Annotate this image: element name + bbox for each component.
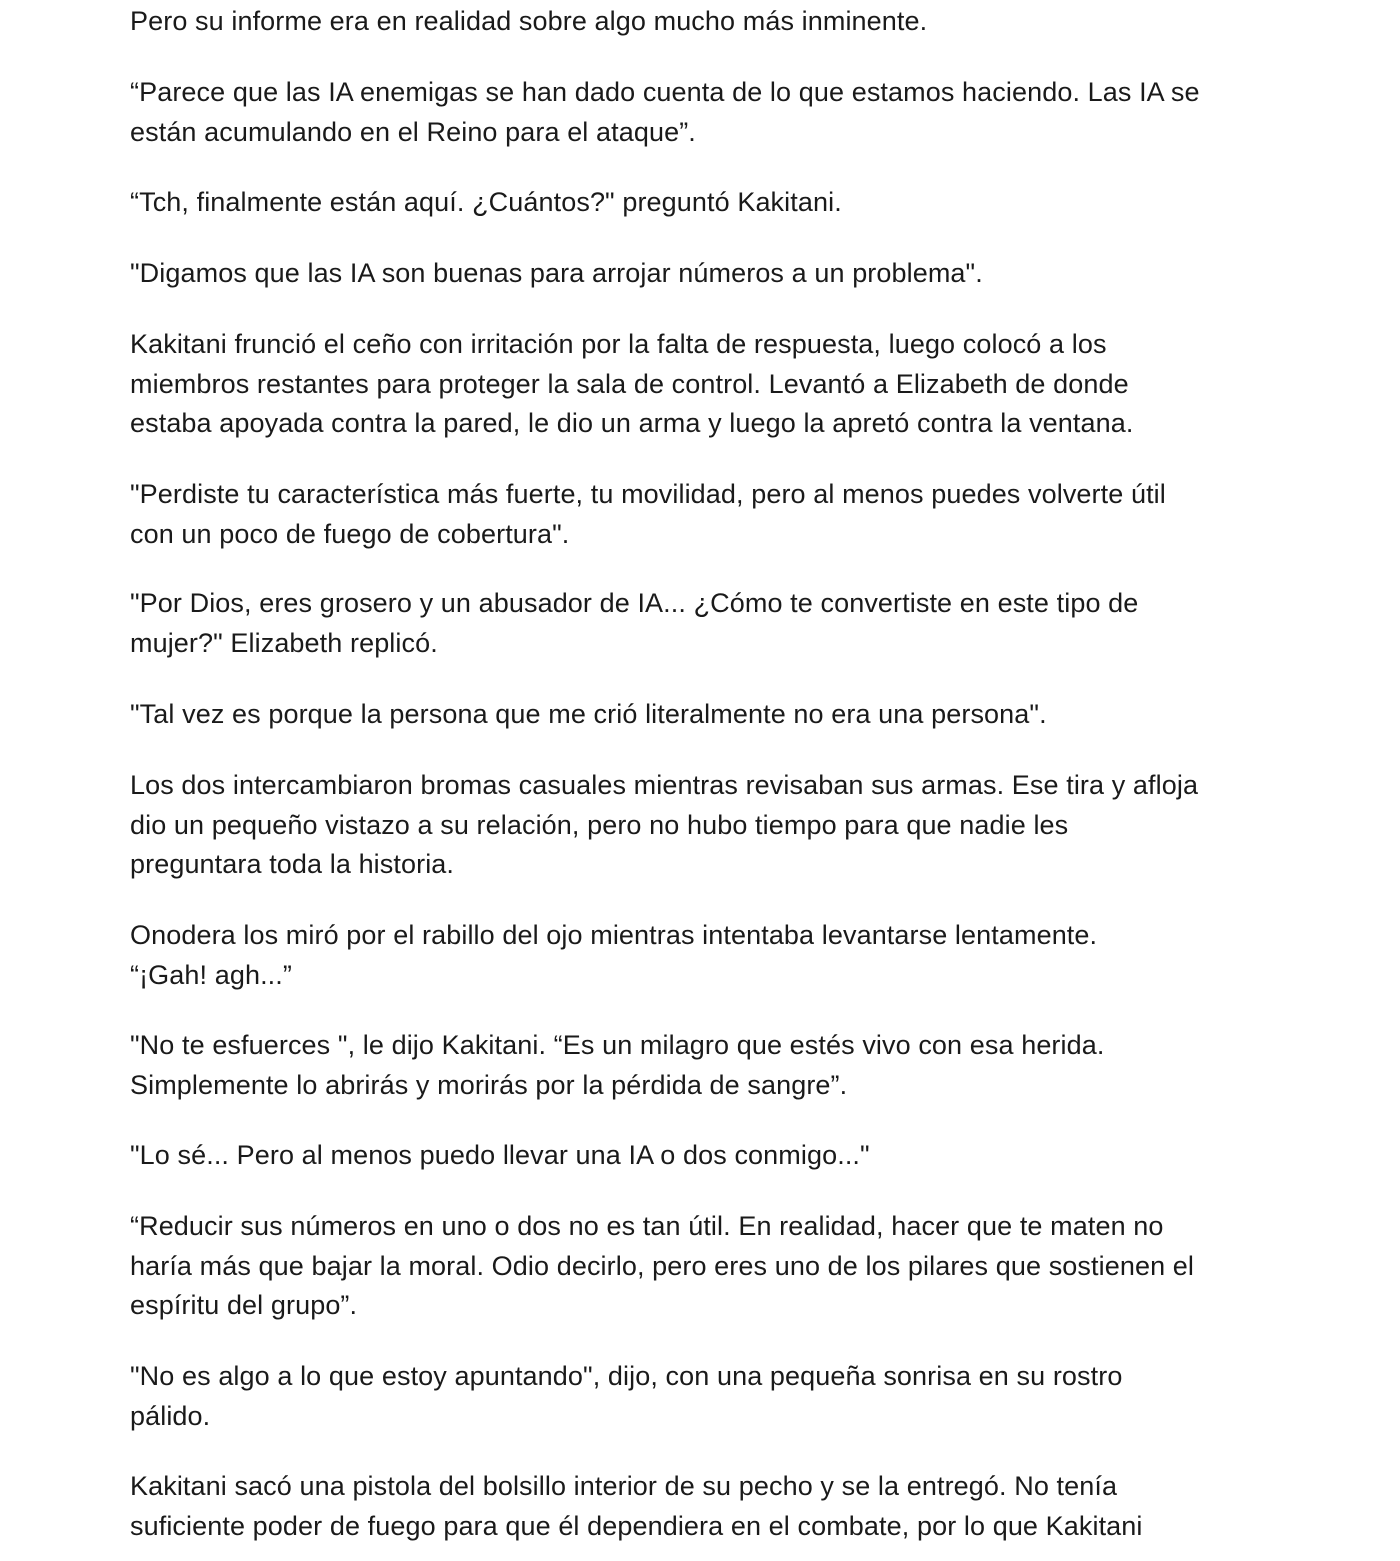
paragraph: “Parece que las IA enemigas se han dado cuenta de lo que estamos haciendo. Las IA se están acumulando en el Reino para el ataque”. [130, 77, 1200, 147]
paragraph: “Reducir sus números en uno o dos no es tan útil. En realidad, hacer que te maten no haría más que bajar la moral. Odio decirlo, pero eres uno de los pilares que sostienen el espíritu del grupo”. [130, 1211, 1194, 1320]
paragraph: "No es algo a lo que estoy apuntando", dijo, con una pequeña sonrisa en su rostro pálido. [130, 1361, 1123, 1431]
paragraph: Kakitani frunció el ceño con irritación por la falta de respuesta, luego colocó a los miembros restantes para proteger la sala de control. Levantó a Elizabeth de donde estaba apoyada contra la pared, le dio un arma y luego la apretó contra la ventana. [130, 329, 1134, 438]
paragraph: Kakitani sacó una pistola del bolsillo interior de su pecho y se la entregó. No tenía suficiente poder de fuego para que él dependiera en el combate, por lo que Kakitani [130, 1471, 1143, 1541]
paragraph: Pero su informe era en realidad sobre algo mucho más inminente. [130, 6, 928, 36]
paragraph: “Tch, finalmente están aquí. ¿Cuántos?" preguntó Kakitani. [130, 187, 842, 217]
paragraph: "Perdiste tu característica más fuerte, tu movilidad, pero al menos puedes volverte útil con un poco de fuego de cobertura". [130, 479, 1166, 549]
paragraph: "Tal vez es porque la persona que me crió literalmente no era una persona". [130, 699, 1047, 729]
paragraph: Onodera los miró por el rabillo del ojo mientras intentaba levantarse lentamente. “¡Gah! agh...” [130, 920, 1098, 990]
paragraph: "Digamos que las IA son buenas para arrojar números a un problema". [130, 258, 983, 288]
paragraph: "Lo sé... Pero al menos puedo llevar una IA o dos conmigo..." [130, 1140, 870, 1170]
paragraph: Los dos intercambiaron bromas casuales mientras revisaban sus armas. Ese tira y afloja dio un pequeño vistazo a su relación, pero no hubo tiempo para que nadie les preguntara toda la historia. [130, 770, 1199, 879]
paragraph: "No te esfuerces ", le dijo Kakitani. “Es un milagro que estés vivo con esa herida. Simplemente lo abrirás y morirás por la pérdida de sangre”. [130, 1030, 1105, 1100]
paragraph: "Por Dios, eres grosero y un abusador de IA... ¿Cómo te convertiste en este tipo de mujer?" Elizabeth replicó. [130, 588, 1139, 658]
